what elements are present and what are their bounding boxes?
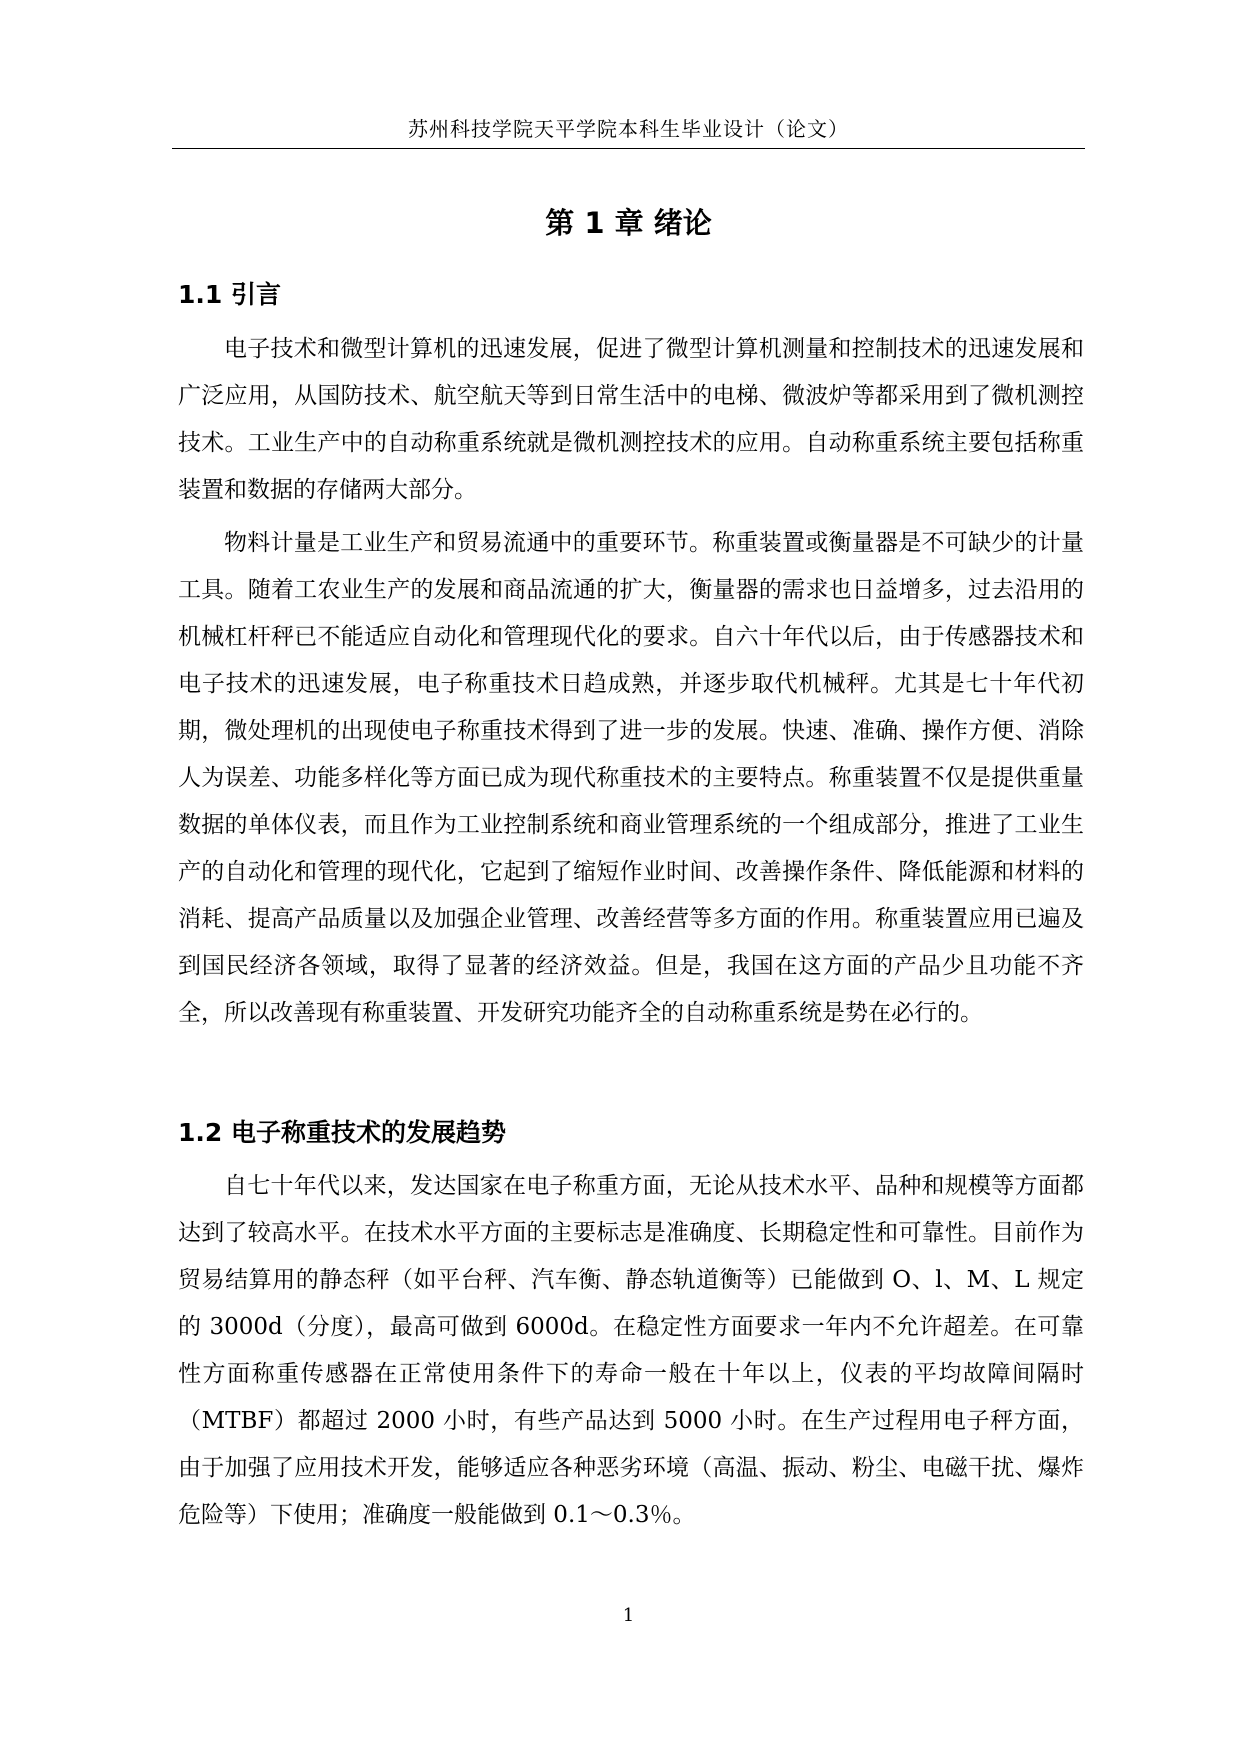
page-number: 1 bbox=[622, 1605, 635, 1626]
section-heading-1-2: 1.2 电子称重技术的发展趋势 bbox=[178, 1118, 506, 1147]
header-rule bbox=[172, 148, 1085, 149]
paragraph-trends-1: 自七十年代以来，发达国家在电子称重方面，无论从技术水平、品种和规模等方面都达到了较高水平。在技术水平方面的主要标志是准确度、长期稳定性和可靠性。目前作为贸易结算用的静态秤（如平台秤、汽车衡、静态轨道衡等）已能做到 O、l、M、L 规定的 3000d（分度），最高可做到 6000d。在稳定性方面要求一年内不允许超差。在可靠性方面称重传感器在正常使用条件下的寿命一般在十年以上，仪表的平均故障间隔时（MTBF）都超过 2000 小时，有些产品达到 5000 小时。在生产过程用电子秤方面，由于加强了应用技术开发，能够适应各种恶劣环境（高温、振动、粉尘、电磁干扰、爆炸危险等）下使用；准确度一般能做到 0.1～0.3％。 bbox=[178, 1173, 1084, 1528]
chapter-title: 第 1 章 绪论 bbox=[545, 206, 712, 240]
paragraph-intro-2: 物料计量是工业生产和贸易流通中的重要环节。称重装置或衡量器是不可缺少的计量工具。随着工农业生产的发展和商品流通的扩大，衡量器的需求也日益增多，过去沿用的机械杠杆秤已不能适应自动化和管理现代化的要求。自六十年代以后，由于传感器技术和电子技术的迅速发展，电子称重技术日趋成熟，并逐步取代机械秤。尤其是七十年代初期，微处理机的出现使电子称重技术得到了进一步的发展。快速、准确、操作方便、消除人为误差、功能多样化等方面已成为现代称重技术的主要特点。称重装置不仅是提供重量数据的单体仪表，而且作为工业控制系统和商业管理系统的一个组成部分，推进了工业生产的自动化和管理的现代化，它起到了缩短作业时间、改善操作条件、降低能源和材料的消耗、提高产品质量以及加强企业管理、改善经营等多方面的作用。称重装置应用已遍及到国民经济各领域，取得了显著的经济效益。但是，我国在这方面的产品少且功能不齐全，所以改善现有称重装置、开发研究功能齐全的自动称重系统是势在必行的。 bbox=[178, 530, 1084, 1026]
paragraph-intro-1: 电子技术和微型计算机的迅速发展，促进了微型计算机测量和控制技术的迅速发展和广泛应用，从国防技术、航空航天等到日常生活中的电梯、微波炉等都采用到了微机测控技术。工业生产中的自动称重系统就是微机测控技术的应用。自动称重系统主要包括称重装置和数据的存储两大部分。 bbox=[178, 336, 1084, 503]
section-heading-1-1: 1.1 引言 bbox=[178, 280, 281, 309]
running-header: 苏州科技学院天平学院本科生毕业设计（论文） bbox=[408, 117, 849, 141]
